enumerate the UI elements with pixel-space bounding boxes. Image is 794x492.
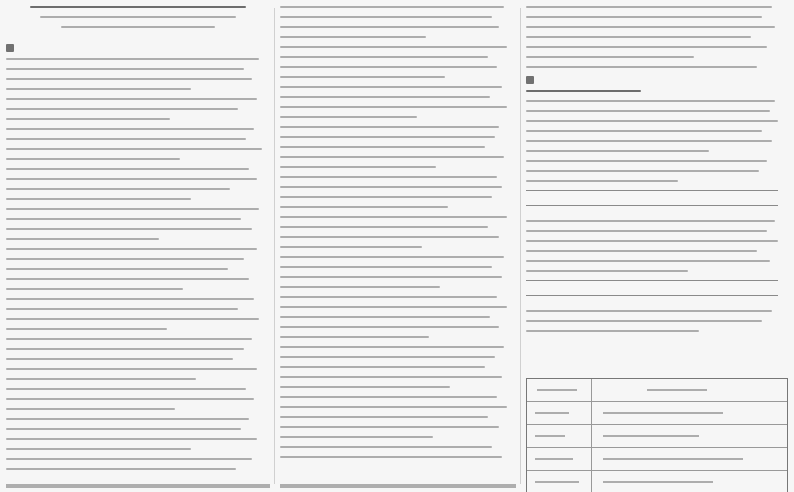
material-line [526,220,775,222]
question-line [6,268,228,270]
question-line [280,166,436,168]
question-line [280,416,488,418]
question-line [280,356,495,358]
material-line [526,230,767,232]
question-line [280,146,485,148]
question-line [280,236,499,238]
material-line [526,120,778,122]
exam-title [30,6,246,8]
column-divider [520,8,521,484]
material-line [526,270,688,272]
section-marker [526,76,534,84]
question-line [6,118,170,120]
material-line [526,130,762,132]
question-line [280,386,450,388]
question-line [280,116,417,118]
question-line [526,16,762,18]
question-line [280,276,502,278]
question-line [280,336,429,338]
question-line [6,148,262,150]
material-line [526,140,772,142]
material-line [526,330,699,332]
answer-blank[interactable] [526,280,778,281]
question-line [6,398,254,400]
question-line [6,178,257,180]
question-line [280,66,497,68]
material-line [526,320,762,322]
material-line [526,310,772,312]
question-line [6,288,183,290]
question-line [280,426,499,428]
question-line [280,226,488,228]
question-line [6,338,252,340]
table-row [527,448,787,471]
question-line [280,176,497,178]
question-line [526,26,775,28]
question-line [6,278,249,280]
question-line [6,208,259,210]
question-line [280,56,488,58]
material-line [526,240,778,242]
question-line [6,318,259,320]
column-left [6,6,270,488]
exam-info-line [40,16,235,18]
question-line [280,246,422,248]
question-line [6,348,244,350]
question-line [280,196,492,198]
question-line [6,238,159,240]
question-line [6,458,252,460]
question-line [280,6,504,8]
question-line [6,78,252,80]
question-line [6,228,252,230]
table-row [527,379,787,402]
section-marker [6,44,14,52]
question-line [280,396,497,398]
question-line [280,36,426,38]
material-line [526,250,757,252]
question-line [6,128,254,130]
question-line [280,306,507,308]
question-line [280,406,507,408]
question-line [6,328,167,330]
question-line [280,76,445,78]
question-line [6,418,249,420]
question-line [526,36,751,38]
question-line [280,376,502,378]
question-line [280,186,502,188]
question-line [6,378,196,380]
question-line [6,438,257,440]
question-heading [526,90,641,92]
question-line [6,308,238,310]
question-line [6,428,241,430]
question-line [280,286,440,288]
column-divider [274,8,275,484]
question-line [6,408,175,410]
question-line [6,58,259,60]
table-row [527,402,787,425]
material-line [526,180,678,182]
footer-strip [6,484,270,488]
question-line [280,346,504,348]
question-line [6,248,257,250]
question-line [6,158,180,160]
material-line [526,160,767,162]
question-line [526,66,757,68]
question-line [280,436,433,438]
question-line [280,366,485,368]
question-line [6,88,191,90]
question-line [6,448,191,450]
material-line [526,260,770,262]
question-line [280,266,492,268]
question-line [526,46,767,48]
question-line [6,218,241,220]
material-line [526,110,770,112]
question-line [6,108,238,110]
question-line [280,126,499,128]
question-line [280,156,504,158]
question-line [6,198,191,200]
footer-strip [280,484,516,488]
question-line [6,188,230,190]
question-line [6,168,249,170]
question-line [280,106,507,108]
exam-meta-line [61,26,214,28]
column-right [526,6,788,488]
material-line [526,170,759,172]
reference-table [526,378,788,492]
question-line [280,136,495,138]
question-line [280,316,490,318]
question-line [280,206,448,208]
answer-blank[interactable] [526,205,778,206]
question-line [6,468,236,470]
question-line [280,46,507,48]
material-line [526,100,775,102]
answer-blank[interactable] [526,295,778,296]
table-row [527,471,787,492]
question-line [526,56,694,58]
question-line [280,16,492,18]
question-line [526,6,772,8]
question-line [6,68,244,70]
question-line [280,26,499,28]
question-line [6,258,244,260]
question-line [280,326,499,328]
question-line [280,456,502,458]
question-line [280,86,502,88]
question-line [6,358,233,360]
material-line [526,150,709,152]
answer-blank[interactable] [526,190,778,191]
question-line [6,368,257,370]
question-line [280,296,497,298]
question-line [6,298,254,300]
question-line [6,98,257,100]
table-row [527,425,787,448]
column-middle [280,6,516,488]
question-line [280,256,504,258]
question-line [6,388,246,390]
question-line [280,216,507,218]
question-line [280,96,490,98]
question-line [6,138,246,140]
question-line [280,446,492,448]
